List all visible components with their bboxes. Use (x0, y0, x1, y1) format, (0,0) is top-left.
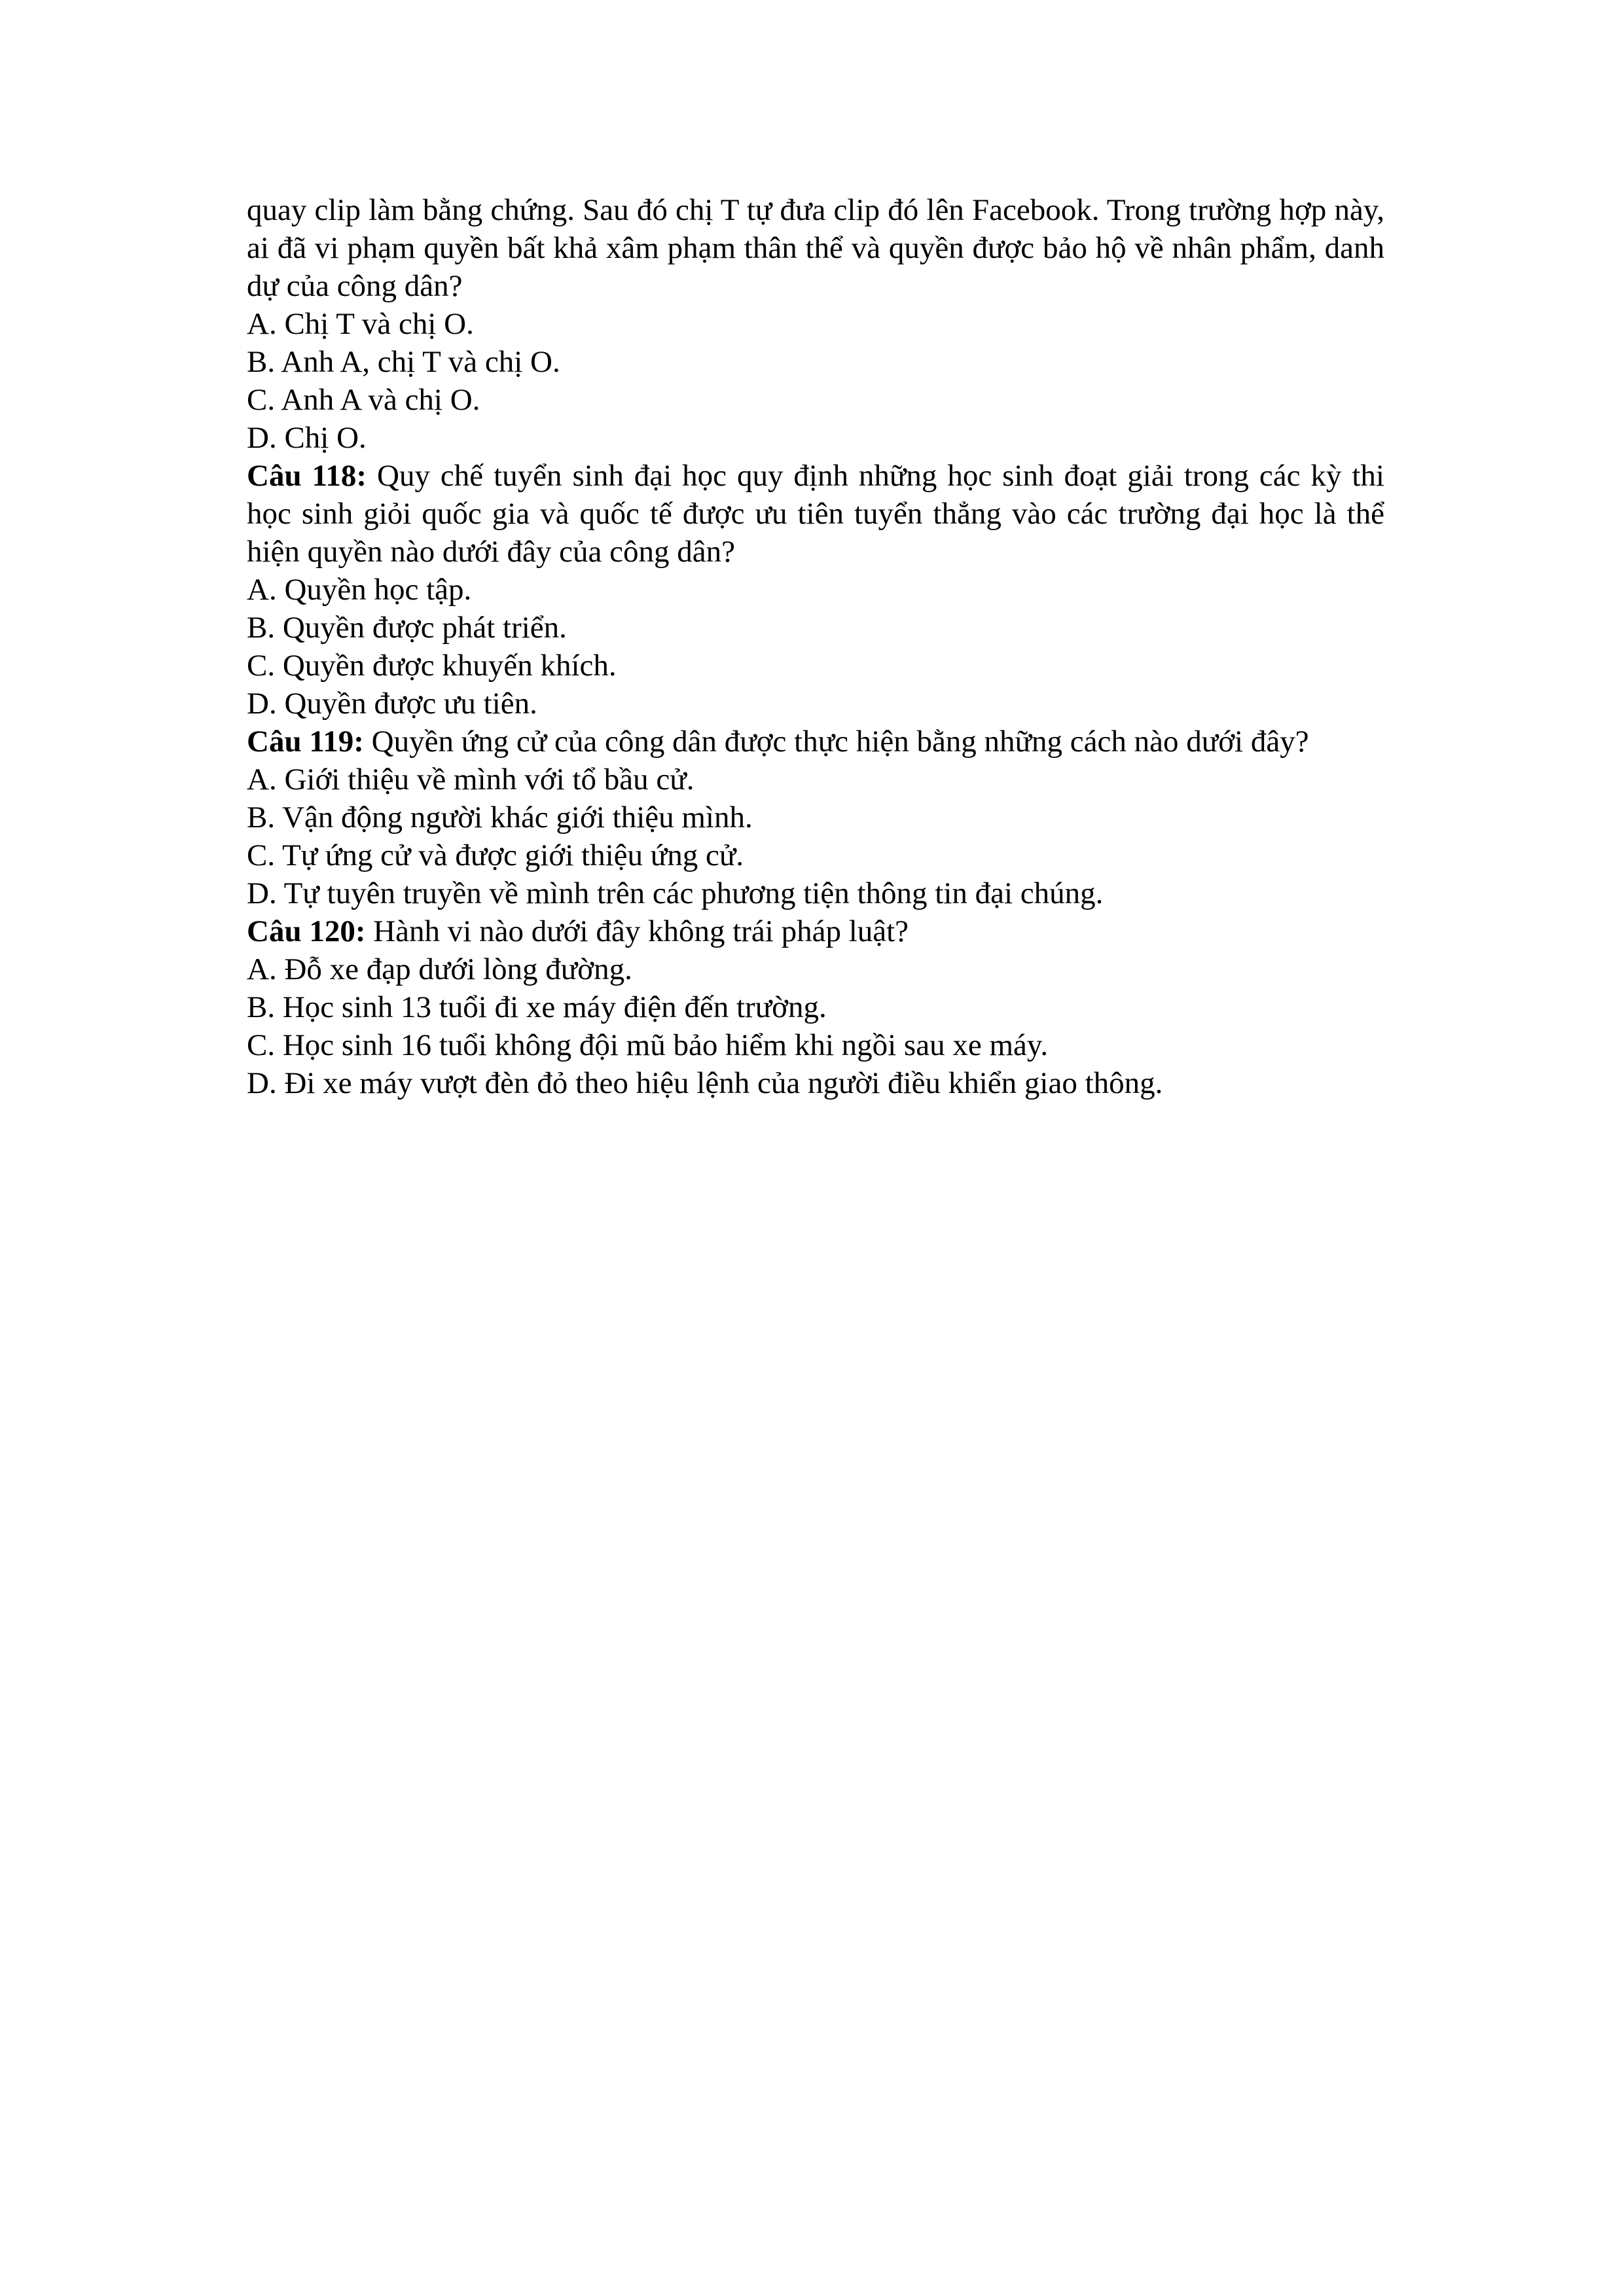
option-c: C. Tự ứng cử và được giới thiệu ứng cử. (247, 838, 744, 872)
question-text: Hành vi nào dưới đây không trái pháp luật? (365, 914, 909, 948)
question-text: Quy chế tuyển sinh đại học quy định những học sinh đoạt giải trong các kỳ thi học sinh giỏi quốc gia và quốc tế được ưu tiên tuyển thẳng vào các trường đại học là thể hiện quyền nào dưới đây của công dân? (247, 459, 1384, 569)
option-d: D. Đi xe máy vượt đèn đỏ theo hiệu lệnh của người điều khiển giao thông. (247, 1066, 1163, 1100)
option-d: D. Quyền được ưu tiên. (247, 687, 537, 721)
option-a: A. Đỗ xe đạp dưới lòng đường. (247, 952, 632, 986)
question-120 (247, 912, 1384, 1102)
option-c: C. Anh A và chị O. (247, 383, 480, 417)
question-text: Quyền ứng cử của công dân được thực hiện bằng những cách nào dưới đây? (363, 725, 1309, 759)
question-label: Câu 119: (247, 725, 364, 759)
option-b: B. Anh A, chị T và chị O. (247, 345, 560, 379)
document-page (247, 191, 1384, 1102)
question-stem (247, 457, 1384, 571)
option-c: C. Quyền được khuyến khích. (247, 649, 617, 683)
option-d: D. Chị O. (247, 421, 367, 455)
option-a: A. Quyền học tập. (247, 573, 472, 607)
option-b: B. Vận động người khác giới thiệu mình. (247, 800, 753, 834)
question-stem (247, 723, 1384, 761)
question-117-continuation (247, 191, 1384, 457)
question-stem (247, 912, 1384, 950)
question-label: Câu 120: (247, 914, 366, 948)
question-119 (247, 723, 1384, 912)
question-text: quay clip làm bằng chứng. Sau đó chị T tự đưa clip đó lên Facebook. Trong trường hợp này, ai đã vi phạm quyền bất khả xâm phạm thân thể và quyền được bảo hộ về nhân phẩm, danh dự của công dân? (247, 193, 1384, 303)
option-a: A. Giới thiệu về mình với tổ bầu cử. (247, 762, 695, 797)
question-118 (247, 457, 1384, 723)
option-a: A. Chị T và chị O. (247, 307, 474, 341)
option-d: D. Tự tuyên truyền về mình trên các phương tiện thông tin đại chúng. (247, 876, 1104, 910)
option-b: B. Quyền được phát triển. (247, 611, 567, 645)
option-b: B. Học sinh 13 tuổi đi xe máy điện đến trường. (247, 990, 827, 1024)
question-label: Câu 118: (247, 459, 367, 493)
option-c: C. Học sinh 16 tuổi không đội mũ bảo hiểm khi ngồi sau xe máy. (247, 1028, 1049, 1062)
